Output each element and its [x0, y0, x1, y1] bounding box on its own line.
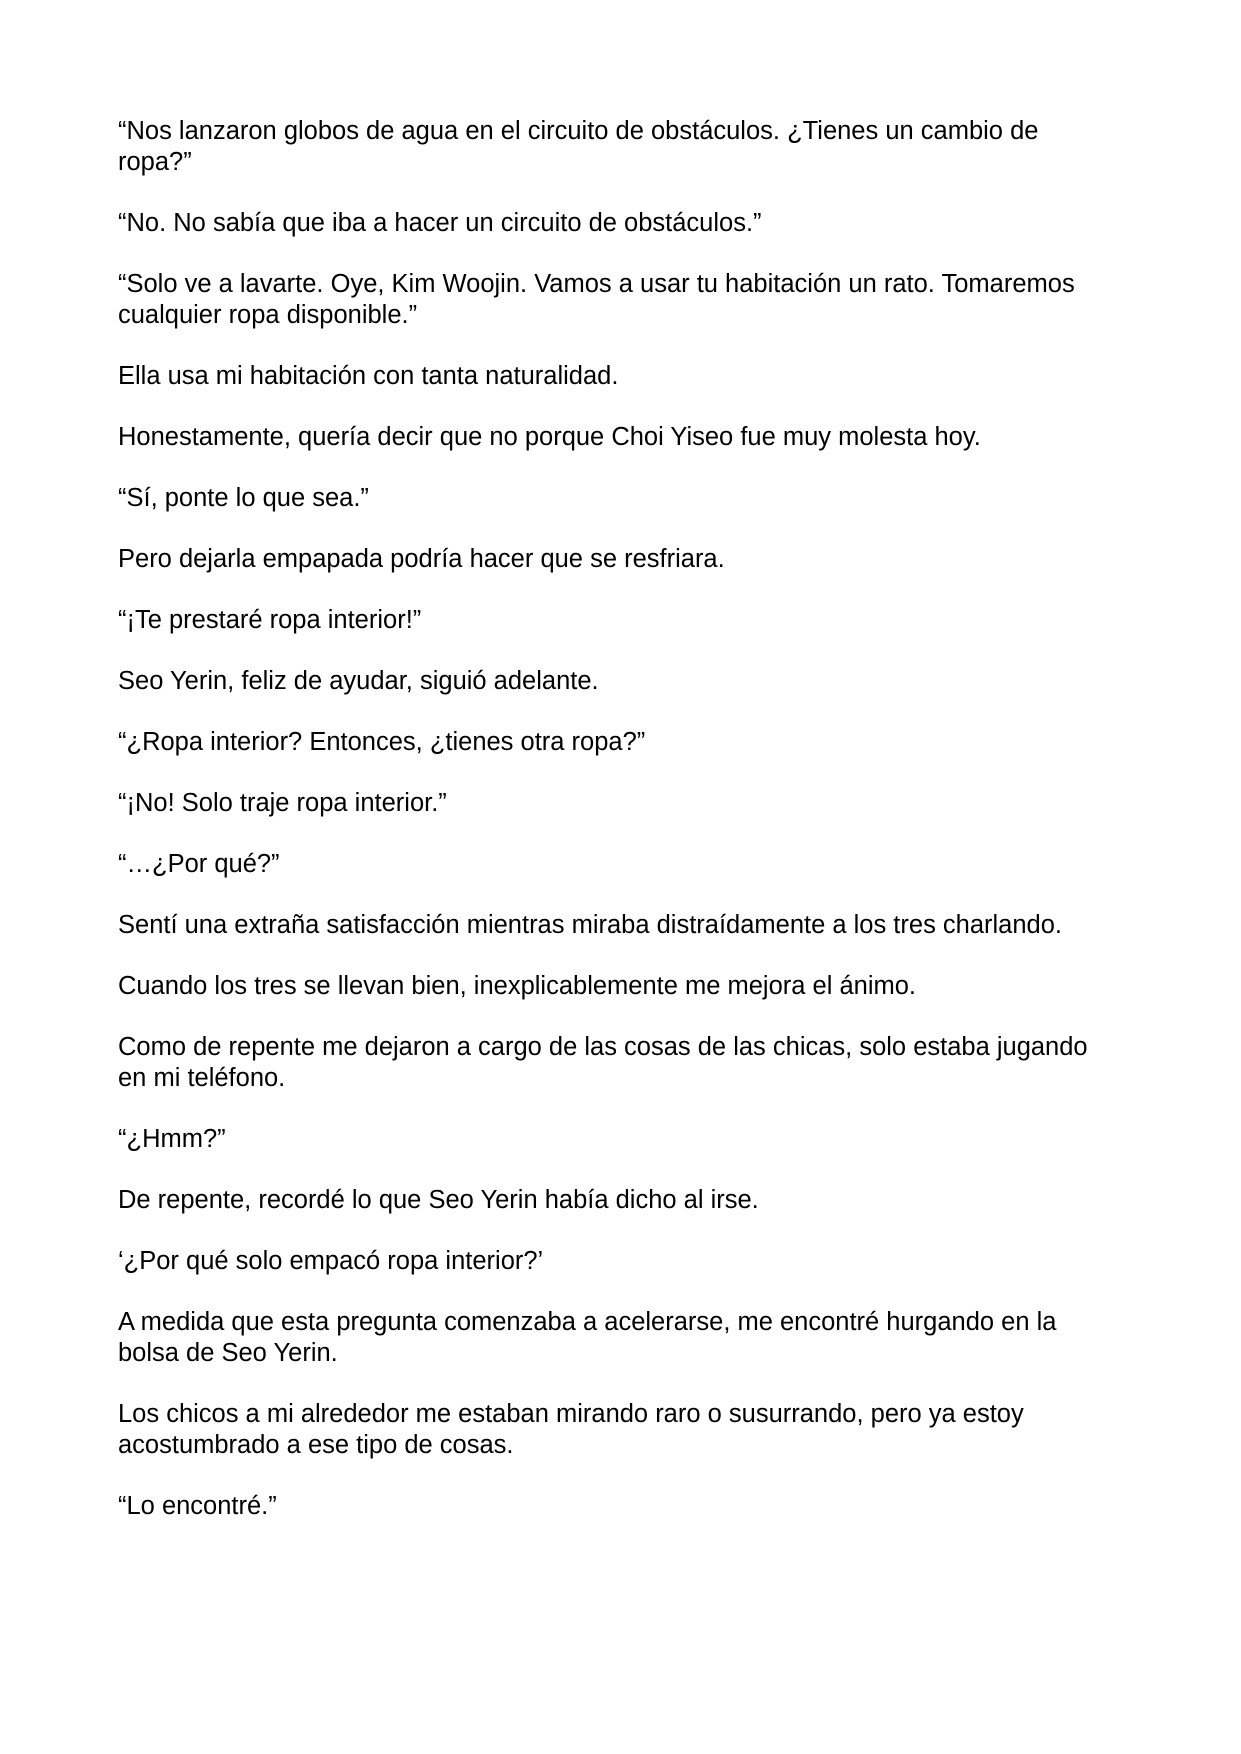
paragraph: Sentí una extraña satisfacción mientras miraba distraídamente a los tres charlando.: [118, 911, 1062, 939]
paragraph: “Nos lanzaron globos de agua en el circuito de obstáculos. ¿Tienes un cambio de ropa?”: [118, 117, 1039, 176]
paragraph: Ella usa mi habitación con tanta naturalidad.: [118, 362, 619, 390]
paragraph: Seo Yerin, feliz de ayudar, siguió adelante.: [118, 667, 599, 695]
paragraph: “Lo encontré.”: [118, 1492, 277, 1520]
paragraph: “¿Ropa interior? Entonces, ¿tienes otra ropa?”: [118, 728, 646, 756]
paragraph: “…¿Por qué?”: [118, 850, 280, 878]
paragraph: ‘¿Por qué solo empacó ropa interior?’: [118, 1247, 544, 1275]
paragraph: “¡No! Solo traje ropa interior.”: [118, 789, 447, 817]
paragraph: Los chicos a mi alrededor me estaban mirando raro o susurrando, pero ya estoy acostumbrado a ese tipo de cosas.: [118, 1400, 1024, 1459]
paragraph: “¿Hmm?”: [118, 1125, 226, 1153]
paragraph: Honestamente, quería decir que no porque Choi Yiseo fue muy molesta hoy.: [118, 423, 981, 451]
paragraph: Pero dejarla empapada podría hacer que se resfriara.: [118, 545, 725, 573]
paragraph: Como de repente me dejaron a cargo de las cosas de las chicas, solo estaba jugando en mi teléfono.: [118, 1033, 1088, 1092]
paragraph: “¡Te prestaré ropa interior!”: [118, 606, 422, 634]
paragraph: A medida que esta pregunta comenzaba a acelerarse, me encontré hurgando en la bolsa de Seo Yerin.: [118, 1308, 1057, 1367]
paragraph: Cuando los tres se llevan bien, inexplicablemente me mejora el ánimo.: [118, 972, 917, 1000]
paragraph: “Sí, ponte lo que sea.”: [118, 484, 369, 512]
paragraph: “Solo ve a lavarte. Oye, Kim Woojin. Vamos a usar tu habitación un rato. Tomaremos cualquier ropa disponible.”: [118, 270, 1075, 329]
paragraph: De repente, recordé lo que Seo Yerin había dicho al irse.: [118, 1186, 759, 1214]
paragraph: “No. No sabía que iba a hacer un circuito de obstáculos.”: [118, 209, 762, 237]
